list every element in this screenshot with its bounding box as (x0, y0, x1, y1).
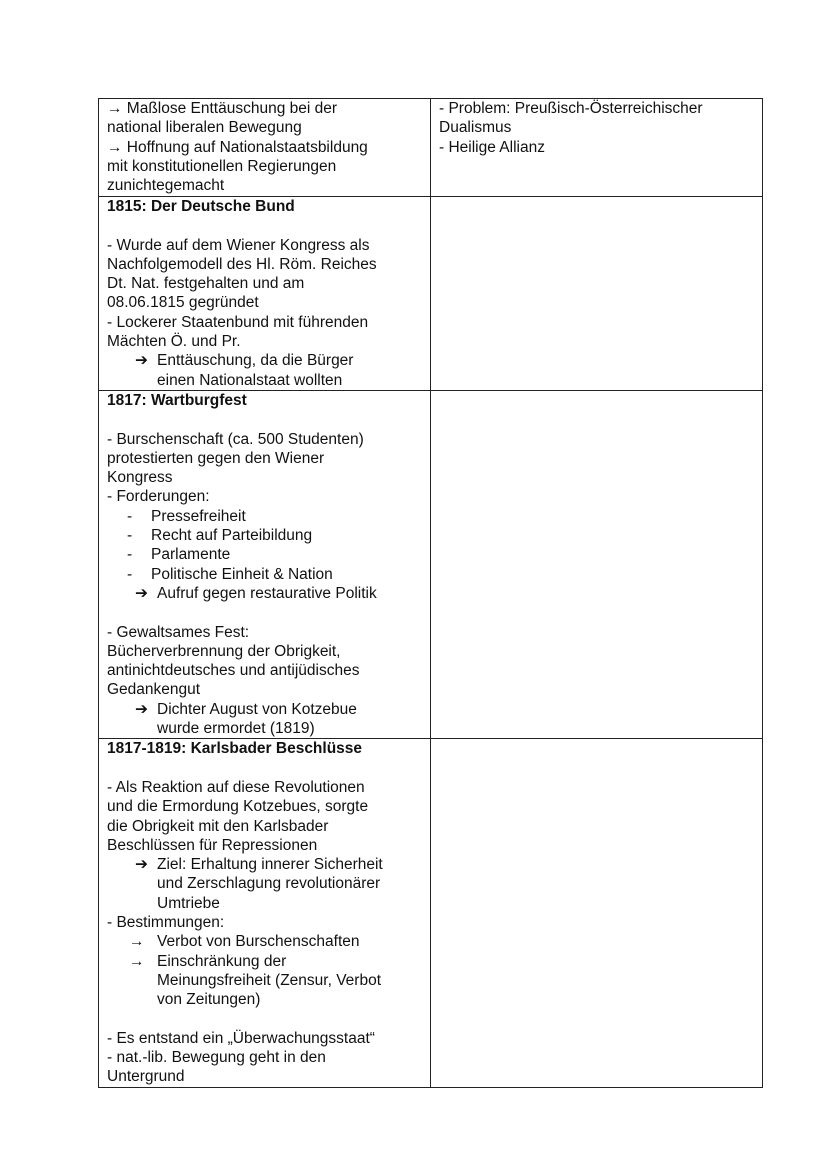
arrow-icon: ➔ (135, 352, 148, 370)
table-row (99, 197, 763, 391)
list-item (107, 545, 422, 564)
section-heading: 1817: Wartburgfest (107, 391, 247, 409)
arrow-right-icon: → (129, 933, 145, 951)
table-row (99, 390, 763, 738)
text-line: Mächten Ö. und Pr. (107, 333, 241, 351)
dash-bullet: - (127, 527, 133, 545)
text-line: 08.06.1815 gegründet (107, 294, 259, 312)
arrow-item (107, 584, 422, 603)
text-line: Dichter August von Kotzebue (157, 700, 357, 718)
text-line: - Forderungen: (107, 488, 210, 506)
table-row (99, 99, 763, 197)
arrow-icon: ➔ (135, 700, 148, 718)
blank-line (107, 603, 422, 622)
table-cell-left (99, 390, 431, 738)
text-line: Dt. Nat. festgehalten und am (107, 275, 305, 293)
text-line: antinichtdeutsches und antijüdisches (107, 662, 360, 680)
table-cell-left (99, 197, 431, 391)
text-line: national liberalen Bewegung (107, 119, 302, 137)
text-line: - Heilige Allianz (439, 138, 545, 156)
text-line: Meinungsfreiheit (Zensur, Verbot (157, 971, 382, 989)
text-line: Enttäuschung, da die Bürger (157, 352, 354, 370)
text-line: Dualismus (439, 119, 512, 137)
arrow-item (107, 855, 422, 874)
text-line: Verbot von Burschenschaften (157, 933, 360, 951)
arrow-icon: ➔ (135, 584, 148, 602)
text-line: - nat.-lib. Bewegung geht in den (107, 1049, 326, 1067)
table-cell-right (431, 197, 763, 391)
text-line: mit konstitutionellen Regierungen (107, 157, 337, 175)
section-heading: 1817-1819: Karlsbader Beschlüsse (107, 740, 363, 758)
text-line: - Gewaltsames Fest: (107, 623, 250, 641)
list-item-text: Pressefreiheit (151, 507, 246, 525)
text-line: - Burschenschaft (ca. 500 Studenten) (107, 430, 364, 448)
table-cell-right (431, 739, 763, 1087)
dash-bullet: - (127, 507, 133, 525)
text-line: Nachfolgemodell des Hl. Röm. Reiches (107, 255, 377, 273)
text-line: - Als Reaktion auf diese Revolutionen (107, 778, 365, 796)
table-cell-right (431, 390, 763, 738)
text-line: von Zeitungen) (157, 991, 261, 1009)
table-cell-left (99, 739, 431, 1087)
text-line: Kongress (107, 469, 173, 487)
list-item-text: Parlamente (151, 546, 231, 564)
list-item (107, 526, 422, 545)
list-item-text: Politische Einheit & Nation (151, 565, 333, 583)
text-line: und Zerschlagung revolutionärer (157, 875, 381, 893)
text-line: Umtriebe (157, 894, 220, 912)
text-line: die Obrigkeit mit den Karlsbader (107, 817, 329, 835)
blank-line (107, 216, 422, 235)
list-item (107, 565, 422, 584)
text-line: Ziel: Erhaltung innerer Sicherheit (157, 856, 383, 874)
arrow-right-icon: → (129, 952, 145, 970)
text-line: Einschränkung der (157, 952, 287, 970)
table-cell-left (99, 99, 431, 197)
table-cell-right (431, 99, 763, 197)
text-line: - Problem: Preußisch-Österreichischer (439, 100, 703, 117)
arrow-item (107, 952, 422, 971)
text-line: Gedankengut (107, 681, 201, 699)
text-line: wurde ermordet (1819) (157, 720, 315, 738)
text-line: - Bestimmungen: (107, 913, 225, 931)
text-line: - Es entstand ein „Überwachungsstaat“ (107, 1029, 375, 1047)
arrow-icon: ➔ (135, 856, 148, 874)
text-line: - Lockerer Staatenbund mit führenden (107, 313, 369, 331)
list-item-text: Recht auf Parteibildung (151, 527, 313, 545)
text-line: einen Nationalstaat wollten (157, 371, 343, 389)
blank-line (107, 410, 422, 429)
section-heading: 1815: Der Deutsche Bund (107, 198, 295, 215)
list-item (107, 507, 422, 526)
blank-line (107, 1009, 422, 1028)
arrow-item (107, 351, 422, 370)
text-line: → Hoffnung auf Nationalstaatsbildung (107, 138, 368, 156)
text-line: Aufruf gegen restaurative Politik (157, 584, 377, 602)
document-page (98, 98, 730, 1088)
text-line: zunichtegemacht (107, 177, 225, 195)
text-line: - Wurde auf dem Wiener Kongress als (107, 236, 370, 254)
text-line: und die Ermordung Kotzebues, sorgte (107, 798, 369, 816)
arrow-item (107, 932, 422, 951)
blank-line (107, 759, 422, 778)
table-row (99, 739, 763, 1087)
arrow-item (107, 700, 422, 719)
notes-table (98, 98, 763, 1088)
dash-bullet: - (127, 565, 133, 583)
text-line: Bücherverbrennung der Obrigkeit, (107, 642, 341, 660)
text-line: Beschlüssen für Repressionen (107, 836, 318, 854)
text-line: Untergrund (107, 1068, 185, 1086)
text-line: → Maßlose Enttäuschung bei der (107, 100, 338, 117)
text-line: protestierten gegen den Wiener (107, 449, 325, 467)
dash-bullet: - (127, 546, 133, 564)
